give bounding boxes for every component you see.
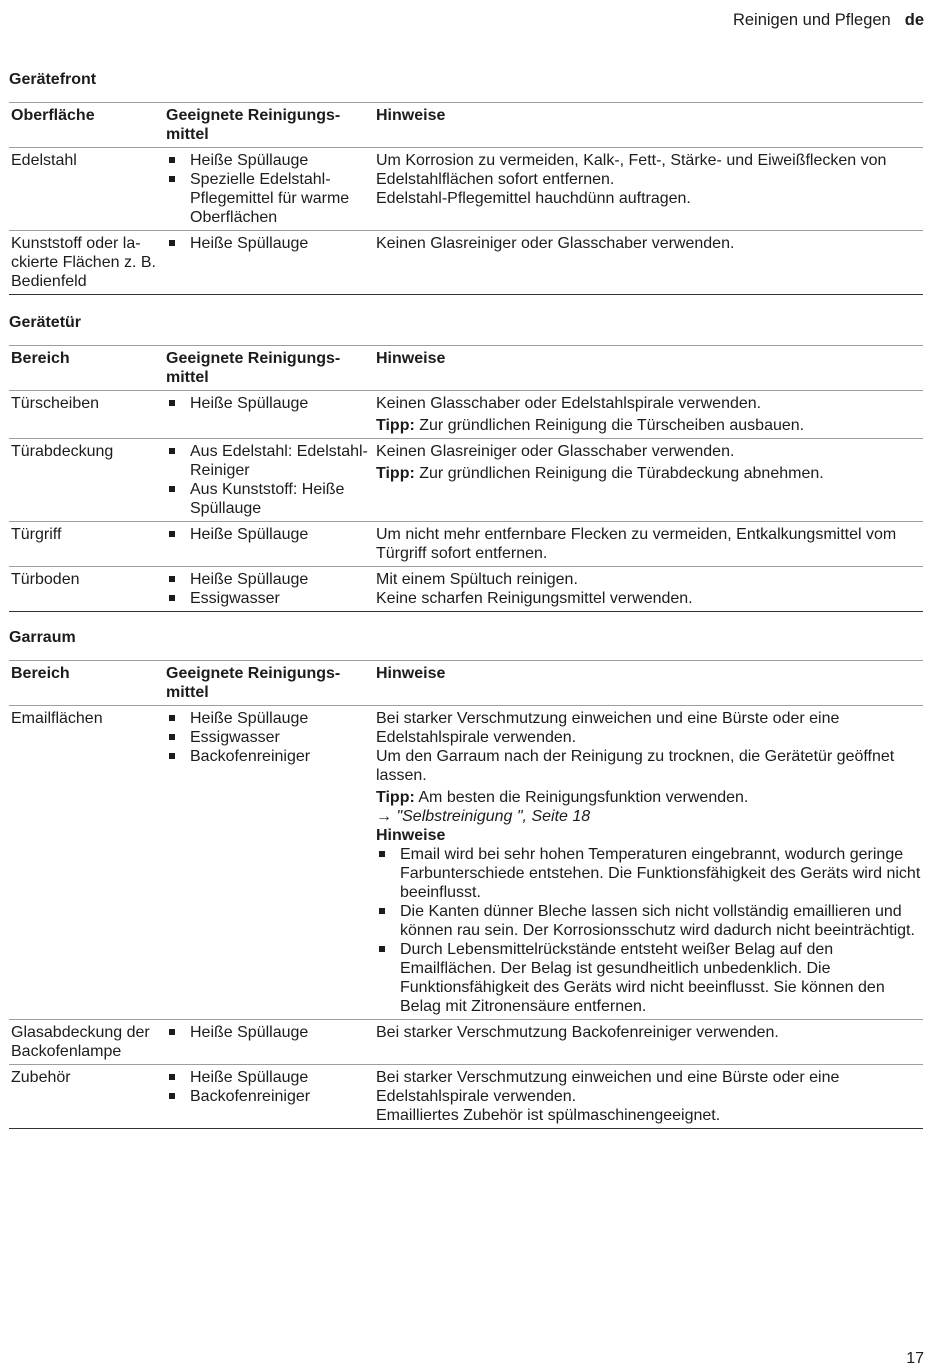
list-item: Heiße Spüllauge bbox=[166, 151, 376, 170]
table-row bbox=[9, 231, 923, 295]
row-notes bbox=[376, 231, 923, 295]
row-agents bbox=[166, 391, 376, 439]
row-name: Türgriff bbox=[11, 526, 62, 543]
note-text: Um den Garraum nach der Reinigung zu trocknen, die Gerätetür geöffnet lassen. bbox=[376, 748, 895, 784]
list-item: Heiße Spüllauge bbox=[166, 1068, 376, 1087]
tip-label: Tipp: bbox=[376, 465, 415, 482]
row-agents bbox=[166, 522, 376, 567]
list-item: Aus Kunststoff: Heiße Spüllauge bbox=[166, 480, 376, 518]
row-name: Türboden bbox=[11, 571, 80, 588]
list-item: Heiße Spüllauge bbox=[166, 709, 376, 728]
tip-text: Zur gründlichen Reinigung die Türabdeckung abnehmen. bbox=[414, 465, 824, 482]
note-text: Keinen Glasreiniger oder Glasschaber verwenden. bbox=[376, 443, 735, 460]
notes-subheading: Hinweise bbox=[376, 827, 446, 844]
cleaning-table bbox=[9, 345, 923, 612]
tip-text: Am besten die Reinigungsfunktion verwenden. bbox=[414, 789, 749, 806]
row-name: Zubehör bbox=[11, 1069, 71, 1086]
list-item: Essigwasser bbox=[166, 589, 376, 608]
note-text: Bei starker Verschmutzung einweichen und eine Bürste oder eine Edelstahlspirale verwenden. bbox=[376, 1069, 840, 1105]
table-row bbox=[9, 148, 923, 231]
row-name: Emailflächen bbox=[11, 710, 103, 727]
language-code: de bbox=[904, 11, 924, 29]
column-header-agent: Geeignete Reinigungs- mittel bbox=[166, 665, 341, 701]
row-name: Glasabdeckung der Backofenlampe bbox=[11, 1024, 150, 1060]
row-notes bbox=[376, 391, 923, 439]
note-text: Keinen Glasreiniger oder Glasschaber verwenden. bbox=[376, 235, 735, 252]
page-number: 17 bbox=[906, 1350, 924, 1367]
row-name: Türabdeckung bbox=[11, 443, 114, 460]
note-text: Um Korrosion zu vermeiden, Kalk-, Fett-, Stärke- und Eiweißflecken von Edelstahlflächen sofort entfernen. bbox=[376, 152, 887, 188]
row-agents bbox=[166, 567, 376, 612]
note-text: Um nicht mehr entfernbare Flecken zu vermeiden, Entkalkungsmittel vom Türgriff sofort entfernen. bbox=[376, 526, 897, 562]
table-row bbox=[9, 391, 923, 439]
section-garraum bbox=[9, 628, 923, 1129]
row-notes bbox=[376, 148, 923, 231]
row-agents bbox=[166, 148, 376, 231]
column-header-surface: Oberfläche bbox=[11, 107, 95, 124]
section-title: Gerätetür bbox=[9, 314, 82, 331]
column-header-notes: Hinweise bbox=[376, 665, 446, 682]
column-header-area: Bereich bbox=[11, 350, 70, 367]
note-text: Keinen Glasschaber oder Edelstahlspirale verwenden. bbox=[376, 395, 762, 412]
section-geraetetuer bbox=[9, 313, 923, 612]
table-row bbox=[9, 1020, 923, 1065]
note-text: Mit einem Spültuch reinigen. bbox=[376, 571, 578, 588]
list-item: Die Kanten dünner Bleche lassen sich nicht vollständig emaillieren und können rau sein. Der Korrosionsschutz wird dadurch nicht beeinträchtigt. bbox=[376, 902, 923, 940]
list-item: Essigwasser bbox=[166, 728, 376, 747]
row-notes bbox=[376, 439, 923, 522]
row-notes bbox=[376, 706, 923, 1020]
table-row bbox=[9, 522, 923, 567]
list-item: Heiße Spüllauge bbox=[166, 234, 376, 253]
cleaning-table bbox=[9, 660, 923, 1129]
row-agents bbox=[166, 439, 376, 522]
tip-label: Tipp: bbox=[376, 789, 415, 806]
row-agents bbox=[166, 231, 376, 295]
row-agents bbox=[166, 706, 376, 1020]
row-name: Edelstahl bbox=[11, 152, 77, 169]
list-item: Heiße Spüllauge bbox=[166, 1023, 376, 1042]
tip-text: Zur gründlichen Reinigung die Türscheiben ausbauen. bbox=[414, 417, 805, 434]
cleaning-table bbox=[9, 102, 923, 295]
note-text: Emailliertes Zubehör ist spülmaschinengeeignet. bbox=[376, 1107, 721, 1124]
note-text: Keine scharfen Reinigungsmittel verwenden. bbox=[376, 590, 693, 607]
list-item: Backofenreiniger bbox=[166, 747, 376, 766]
section-title: Garraum bbox=[9, 629, 76, 646]
list-item: Email wird bei sehr hohen Temperaturen eingebrannt, wodurch geringe Farbunterschiede entstehen. Die Funktionsfähigkeit des Geräts wird nicht beeinflusst. bbox=[376, 845, 923, 902]
list-item: Durch Lebensmittelrückstände entsteht weißer Belag auf den Emailflächen. Der Belag ist gesundheitlich unbedenklich. Die Funktionsfähigkeit des Geräts wird nicht beeinflusst. Sie können den Belag mit Zitronensäure entfernen. bbox=[376, 940, 923, 1016]
list-item: Heiße Spüllauge bbox=[166, 570, 376, 589]
note-text: Bei starker Verschmutzung Backofenreiniger verwenden. bbox=[376, 1024, 779, 1041]
row-agents bbox=[166, 1020, 376, 1065]
tip-label: Tipp: bbox=[376, 417, 415, 434]
column-header-notes: Hinweise bbox=[376, 107, 446, 124]
row-notes bbox=[376, 1065, 923, 1129]
row-agents bbox=[166, 1065, 376, 1129]
cross-reference-link[interactable]: → "Selbstreinigung ", Seite 18 bbox=[376, 808, 591, 825]
row-name: Kunststoff oder lackierte Flächen z. B. Bedienfeld bbox=[11, 235, 156, 290]
list-item: Spezielle Edelstahl-Pflegemittel für warme Oberflächen bbox=[166, 170, 376, 227]
column-header-notes: Hinweise bbox=[376, 350, 446, 367]
row-notes bbox=[376, 1020, 923, 1065]
column-header-agent: Geeignete Reinigungs- mittel bbox=[166, 107, 341, 143]
column-header-area: Bereich bbox=[11, 665, 70, 682]
page-header bbox=[733, 11, 924, 30]
column-header-agent: Geeignete Reinigungs- mittel bbox=[166, 350, 341, 386]
table-row bbox=[9, 439, 923, 522]
list-item: Backofenreiniger bbox=[166, 1087, 376, 1106]
row-notes bbox=[376, 567, 923, 612]
table-row bbox=[9, 706, 923, 1020]
list-item: Heiße Spüllauge bbox=[166, 394, 376, 413]
tip bbox=[376, 416, 923, 435]
table-row bbox=[9, 1065, 923, 1129]
list-item: Aus Edelstahl: Edelstahl-Reiniger bbox=[166, 442, 376, 480]
section-geraetefront bbox=[9, 70, 923, 295]
header-title: Reinigen und Pflegen bbox=[732, 11, 891, 29]
note-text: Edelstahl-Pflegemittel hauchdünn auftragen. bbox=[376, 190, 691, 207]
section-title: Gerätefront bbox=[9, 71, 97, 88]
tip bbox=[376, 464, 923, 483]
note-text: Bei starker Verschmutzung einweichen und eine Bürste oder eine Edelstahlspirale verwenden. bbox=[376, 710, 840, 746]
table-header-row bbox=[9, 661, 923, 706]
tip bbox=[376, 788, 923, 807]
table-row bbox=[9, 567, 923, 612]
list-item: Heiße Spüllauge bbox=[166, 525, 376, 544]
table-header-row bbox=[9, 346, 923, 391]
row-notes bbox=[376, 522, 923, 567]
table-header-row bbox=[9, 103, 923, 148]
row-name: Türscheiben bbox=[11, 395, 100, 412]
